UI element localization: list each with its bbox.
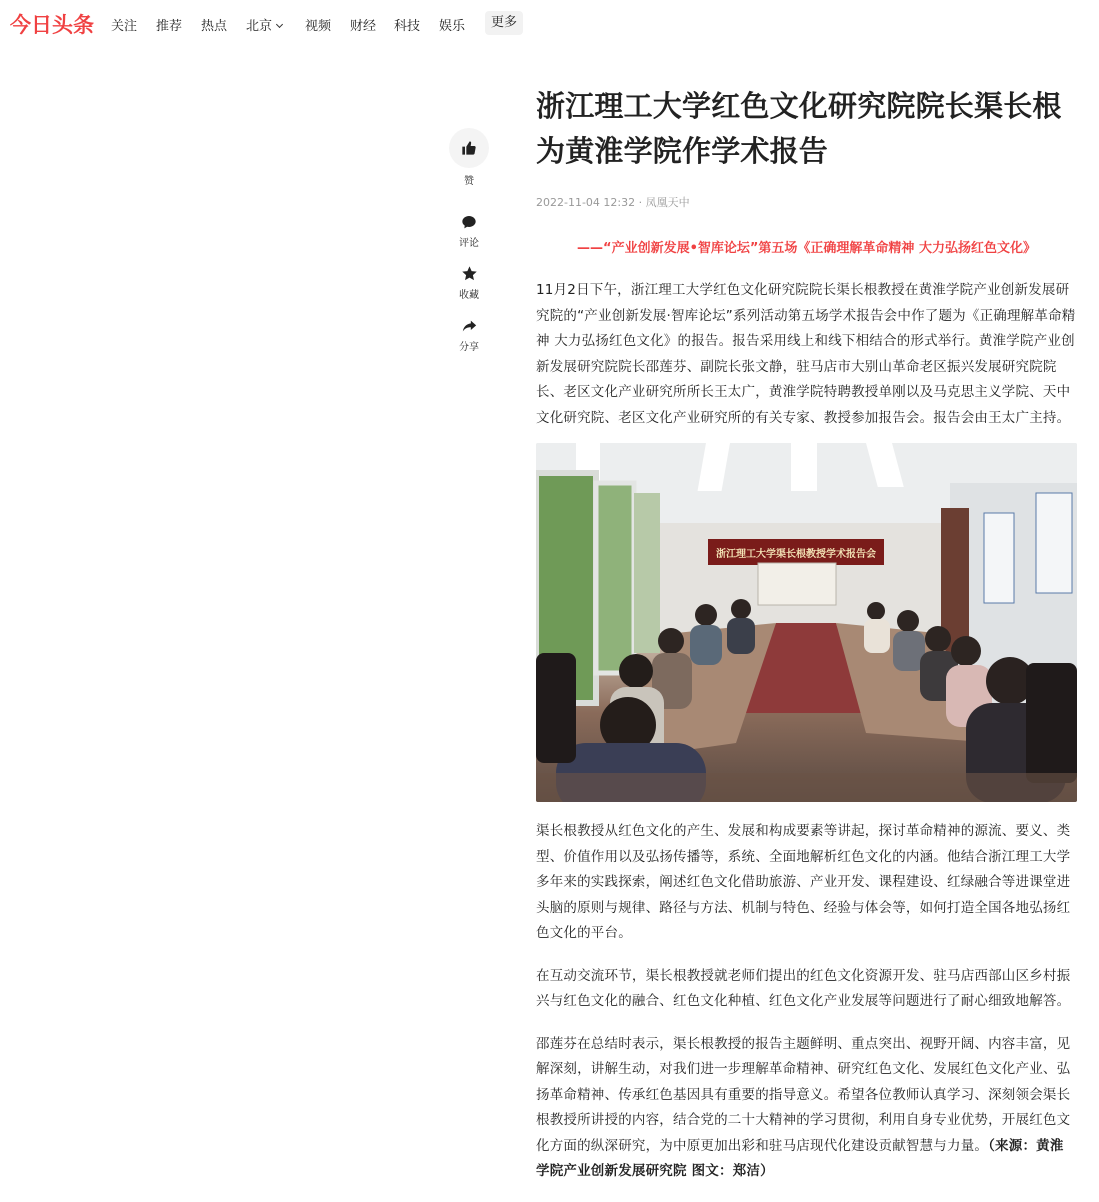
comment-button[interactable] bbox=[449, 214, 489, 249]
nav-item-location-label: 北京 bbox=[246, 19, 273, 34]
article-paragraph-2: 渠长根教授从红色文化的产生、发展和构成要素等讲起，探讨革命精神的源流、要义、类型、价值作用以及弘扬传播等，系统、全面地解析红色文化的内涵。他结合浙江理工大学多年来的实践探索，阐述红色文化借助旅游、产业开发、课程建设、红绿融合等进课堂进头脑的原则与规律、路径与方法、机制与特色、经验与体会等，如何打造全国各地弘扬红色文化的平台。 bbox=[536, 823, 1071, 941]
top-nav bbox=[0, 0, 1099, 46]
nav-item-entertainment[interactable]: 娱乐 bbox=[439, 19, 466, 34]
article-paragraph-4-text: 邵莲芬在总结时表示，渠长根教授的报告主题鲜明、重点突出、视野开阔、内容丰富，见解深刻，讲解生动，对我们进一步理解革命精神、研究红色文化、发展红色文化产业、弘扬革命精神、传承红色基因具有重要的指导意义。希望各位教师认真学习、深刻领会渠长根教授所讲授的内容，结合党的二十大精神的学习贯彻，利用自身专业优势，开展红色文化方面的纵深研究，为中原更加出彩和驻马店现代化建设贡献智慧与力量。 bbox=[536, 1035, 1071, 1154]
photo-banner-text: 浙江理工大学渠长根教授学术报告会 bbox=[716, 549, 876, 560]
article-paragraph-4 bbox=[536, 1032, 1077, 1185]
like-icon-circle bbox=[449, 128, 489, 168]
nav-item-finance[interactable]: 财经 bbox=[350, 19, 377, 34]
article-paragraph-1: 11月2日下午，浙江理工大学红色文化研究院院长渠长根教授在黄淮学院产业创新发展研究院的“产业创新发展·智库论坛”系列活动第五场学术报告会中作了题为《正确理解革命精神 大力弘扬红色文化》的报告。报告采用线上和线下相结合的形式举行。黄淮学院产业创新发展研究院院长邵莲芬、副院长张文静，驻马店市大别山革命老区振兴发展研究院院长、老区文化产业研究所所长王太广，黄淮学院特聘教授单刚以及马克思主义学院、天中文化研究院、老区文化产业研究所的有关专家、教授参加报告会。报告会由王太广主持。 bbox=[536, 282, 1076, 426]
nav-item-hot[interactable]: 热点 bbox=[201, 19, 228, 34]
share-arrow-icon bbox=[461, 318, 478, 334]
favorite-button[interactable] bbox=[449, 265, 489, 301]
nav-item-tech[interactable]: 科技 bbox=[394, 19, 421, 34]
article-subtitle: ——“产业创新发展•智库论坛”第五场《正确理解革命精神 大力弘扬红色文化》 bbox=[577, 241, 1036, 256]
site-logo[interactable]: 今日头条 bbox=[10, 13, 94, 37]
article-meta: 2022-11-04 12:32 · 凤凰天中 bbox=[536, 196, 690, 209]
chevron-down-icon bbox=[276, 21, 283, 28]
share-label: 分享 bbox=[459, 342, 479, 353]
nav-item-location[interactable] bbox=[246, 15, 282, 34]
article-title: 浙江理工大学红色文化研究院院长渠长根为黄淮学院作学术报告 bbox=[536, 89, 1062, 168]
article-source-note: （来源：黄淮学院产业创新发展研究院 图文：郑洁） bbox=[536, 1137, 1064, 1179]
thumbs-up-icon bbox=[461, 140, 477, 156]
share-button[interactable] bbox=[449, 318, 489, 353]
comment-icon bbox=[461, 214, 477, 230]
article-photo[interactable] bbox=[536, 443, 1077, 802]
article-paragraph-3: 在互动交流环节，渠长根教授就老师们提出的红色文化资源开发、驻马店西部山区乡村振兴与红色文化的融合、红色文化种植、红色文化产业发展等问题进行了耐心细致地解答。 bbox=[536, 967, 1071, 1009]
nav-item-recommend[interactable]: 推荐 bbox=[156, 19, 183, 34]
article bbox=[536, 84, 1077, 1185]
like-button[interactable] bbox=[449, 128, 489, 187]
nav-more-button[interactable]: 更多 bbox=[485, 11, 523, 35]
favorite-label: 收藏 bbox=[459, 290, 479, 301]
nav-item-follow[interactable]: 关注 bbox=[111, 19, 138, 34]
meeting-room-photo bbox=[536, 443, 1077, 802]
comment-label: 评论 bbox=[459, 238, 479, 249]
star-icon bbox=[461, 265, 478, 282]
nav-item-video[interactable]: 视频 bbox=[305, 19, 332, 34]
like-label: 赞 bbox=[464, 176, 474, 187]
